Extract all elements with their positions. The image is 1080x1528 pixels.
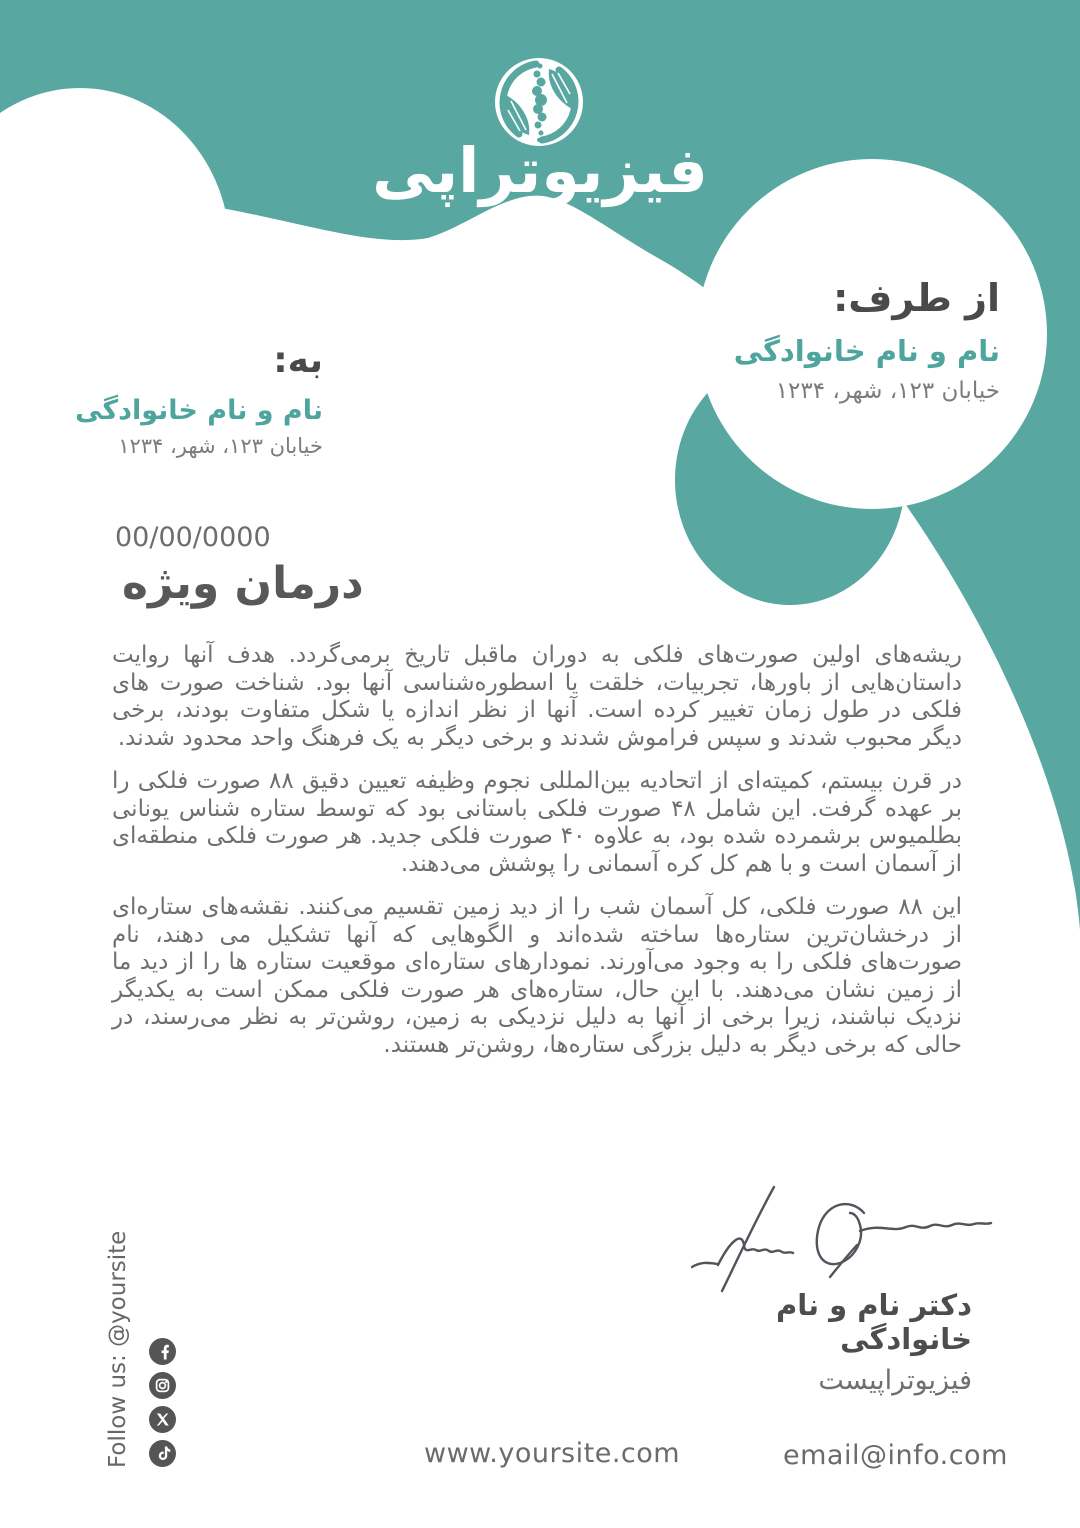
letter-date: 00/00/0000 [115,522,271,553]
brand-title: فیزیوتراپی [372,134,708,207]
tiktok-icon[interactable] [149,1440,176,1467]
recipient-label: به: [273,340,323,381]
signature-scribble [678,1183,998,1295]
letter-body [112,642,962,1075]
signer-name: دکتر نام و نام خانوادگی [775,1288,972,1356]
paragraph: این ۸۸ صورت فلکی، کل آسمان شب را از دید زمین تقسیم می‌کنند. نقشه‌های ستاره‌ای از درخشان‌ترین ستاره‌ها ساخته شده‌اند و الگوهایی که آنها تشکیل می دهند، نام صورت‌های فلکی را به وجود می‌آورند. نمودارهای ستاره‌ای موقعیت ستاره ها را از دید ما از زمین نشان می‌دهند. با این حال، ستاره‌های هر صورت فلکی ممکن است به یکدیگر نزدیک نباشند، زیرا برخی از آنها به دلیل نزدیکی به زمین، روشن‌تر به نظر می‌رسند، در حالی که برخی دیگر به دلیل بزرگی ستاره‌ها، روشن‌تر هستند. [112,894,962,1058]
sender-name: نام و نام خانوادگی [733,334,1000,368]
recipient-address: خیابان ۱۲۳، شهر، ۱۲۳۴ [118,434,323,458]
letter-subject: درمان ویژه [122,558,364,609]
x-twitter-icon[interactable] [149,1406,176,1433]
footer-email[interactable]: email@info.com [783,1440,1008,1471]
instagram-icon[interactable] [149,1372,176,1399]
recipient-block [43,340,323,458]
paragraph: ریشه‌های اولین صورت‌های فلکی به دوران ماقبل تاریخ برمی‌گردد. هدف آنها روایت داستان‌هایی از باورها، تجربیات، خلقت یا اسطوره‌شناسی آنها بود. شناخت صورت های فلکی در طول زمان تغییر کرده است. آنها از نظر اندازه یا شکل متفاوت بودند، برخی دیگر محبوب شدند و سپس فراموش شدند و برخی دیگر به یک فرهنگ واحد محدود شدند. [112,642,962,751]
social-icons [149,1338,176,1467]
sender-block [700,276,1000,404]
follow-us-text: Follow us: @yoursite [105,1230,131,1468]
recipient-name: نام و نام خانوادگی [75,395,323,426]
paragraph: در قرن بیستم، کمیته‌ای از اتحادیه بین‌المللی نجوم وظیفه تعیین دقیق ۸۸ صورت فلکی را بر عهده گرفت. این شامل ۴۸ صورت فلکی باستانی بود که توسط ستاره شناس یونانی بطلمیوس برشمرده شده بود، به علاوه ۴۰ صورت فلکی جدید. هر صورت فلکی منطقه‌ای از آسمان است و با هم کل کره آسمانی را پوشش می‌دهند. [112,768,962,877]
footer-website[interactable]: www.yoursite.com [424,1438,681,1469]
sender-address: خیابان ۱۲۳، شهر، ۱۲۳۴ [775,378,1000,404]
signer-title: فیزیوتراپیست [818,1365,972,1396]
signer-block [660,1288,972,1396]
physiotherapy-logo-icon [495,58,583,146]
facebook-icon[interactable] [149,1338,176,1365]
sender-label: از طرف: [833,276,1000,320]
